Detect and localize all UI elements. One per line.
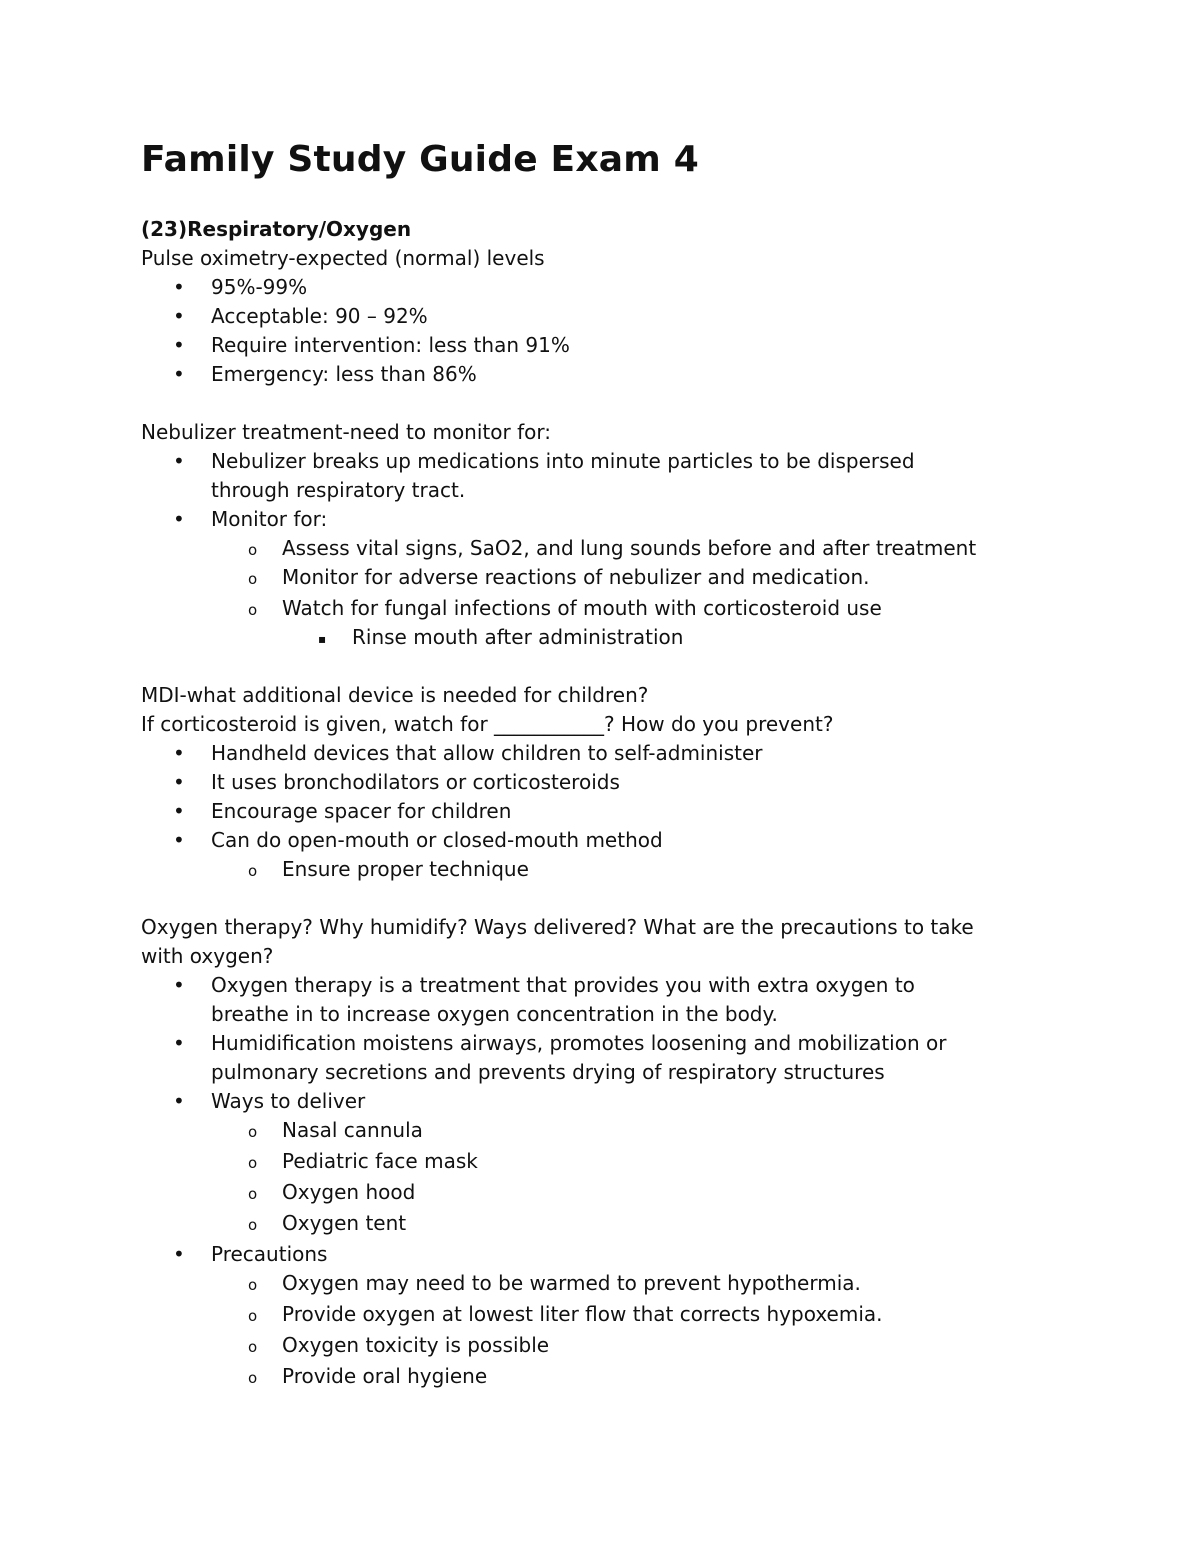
- list-item: • Handheld devices that allow children to self-administer: [141, 739, 1061, 768]
- list-item-continuation: through respiratory tract.: [211, 478, 466, 502]
- sub-list-item: o Provide oral hygiene: [141, 1362, 1061, 1391]
- sub-list-item: o Assess vital signs, SaO2, and lung sounds before and after treatment: [141, 534, 1061, 563]
- bullet-icon: •: [173, 304, 185, 328]
- list-item: • It uses bronchodilators or corticosteroids: [141, 768, 1061, 797]
- list-item: • Can do open-mouth or closed-mouth method: [141, 826, 1061, 855]
- oxygen-question: Oxygen therapy? Why humidify? Ways delivered? What are the precautions to take: [141, 915, 974, 939]
- circle-bullet-icon: o: [248, 541, 258, 559]
- sub-list-item: o Oxygen may need to be warmed to prevent hypothermia.: [141, 1269, 1061, 1298]
- sub-list-item: o Provide oxygen at lowest liter flow that corrects hypoxemia.: [141, 1300, 1061, 1329]
- bullet-icon: •: [173, 973, 185, 997]
- circle-bullet-icon: o: [248, 1216, 258, 1234]
- list-item: • 95%-99%: [141, 273, 1061, 302]
- list-item: • Encourage spacer for children: [141, 797, 1061, 826]
- bullet-icon: •: [173, 770, 185, 794]
- list-item: • Humidification moistens airways, promotes loosening and mobilization or: [141, 1029, 1061, 1058]
- sub-sub-list-item: ▪ Rinse mouth after administration: [141, 623, 1061, 652]
- bullet-icon: •: [173, 507, 185, 531]
- circle-bullet-icon: o: [248, 862, 258, 880]
- mdi-question: MDI-what additional device is needed for children?: [141, 683, 649, 707]
- circle-bullet-icon: o: [248, 1276, 258, 1294]
- oxygen-question-continuation: with oxygen?: [141, 944, 274, 968]
- list-item: • Oxygen therapy is a treatment that provides you with extra oxygen to: [141, 971, 1061, 1000]
- square-bullet-icon: ▪: [318, 632, 327, 646]
- bullet-icon: •: [173, 275, 185, 299]
- circle-bullet-icon: o: [248, 1369, 258, 1387]
- list-item: • Precautions: [141, 1240, 1061, 1269]
- bullet-icon: •: [173, 1242, 185, 1266]
- bullet-icon: •: [173, 828, 185, 852]
- list-item: • Emergency: less than 86%: [141, 360, 1061, 389]
- bullet-icon: •: [173, 362, 185, 386]
- sub-list-item: o Oxygen hood: [141, 1178, 1061, 1207]
- list-item: • Require intervention: less than 91%: [141, 331, 1061, 360]
- circle-bullet-icon: o: [248, 601, 258, 619]
- pulse-oximetry-label: Pulse oximetry-expected (normal) levels: [141, 246, 545, 270]
- document-body: [141, 215, 1061, 1391]
- list-item-continuation: breathe in to increase oxygen concentration in the body.: [211, 1002, 778, 1026]
- sub-list-item: o Pediatric face mask: [141, 1147, 1061, 1176]
- sub-list-item: o Oxygen toxicity is possible: [141, 1331, 1061, 1360]
- list-item: • Acceptable: 90 – 92%: [141, 302, 1061, 331]
- circle-bullet-icon: o: [248, 1123, 258, 1141]
- section-heading: (23)Respiratory/Oxygen: [141, 217, 412, 241]
- sub-list-item: o Nasal cannula: [141, 1116, 1061, 1145]
- list-item: • Nebulizer breaks up medications into minute particles to be dispersed: [141, 447, 1061, 476]
- sub-list-item: o Ensure proper technique: [141, 855, 1061, 884]
- sub-list-item: o Watch for fungal infections of mouth with corticosteroid use: [141, 594, 1061, 623]
- page-title: Family Study Guide Exam 4: [141, 139, 699, 180]
- bullet-icon: •: [173, 449, 185, 473]
- sub-list-item: o Oxygen tent: [141, 1209, 1061, 1238]
- list-item-continuation: pulmonary secretions and prevents drying of respiratory structures: [211, 1060, 885, 1084]
- sub-list-item: o Monitor for adverse reactions of nebulizer and medication.: [141, 563, 1061, 592]
- bullet-icon: •: [173, 799, 185, 823]
- circle-bullet-icon: o: [248, 570, 258, 588]
- nebulizer-label: Nebulizer treatment-need to monitor for:: [141, 420, 551, 444]
- mdi-question: If corticosteroid is given, watch for ___________? How do you prevent?: [141, 712, 834, 736]
- bullet-icon: •: [173, 741, 185, 765]
- bullet-icon: •: [173, 333, 185, 357]
- bullet-icon: •: [173, 1089, 185, 1113]
- bullet-icon: •: [173, 1031, 185, 1055]
- circle-bullet-icon: o: [248, 1185, 258, 1203]
- circle-bullet-icon: o: [248, 1307, 258, 1325]
- list-item: • Monitor for:: [141, 505, 1061, 534]
- list-item: • Ways to deliver: [141, 1087, 1061, 1116]
- circle-bullet-icon: o: [248, 1154, 258, 1172]
- circle-bullet-icon: o: [248, 1338, 258, 1356]
